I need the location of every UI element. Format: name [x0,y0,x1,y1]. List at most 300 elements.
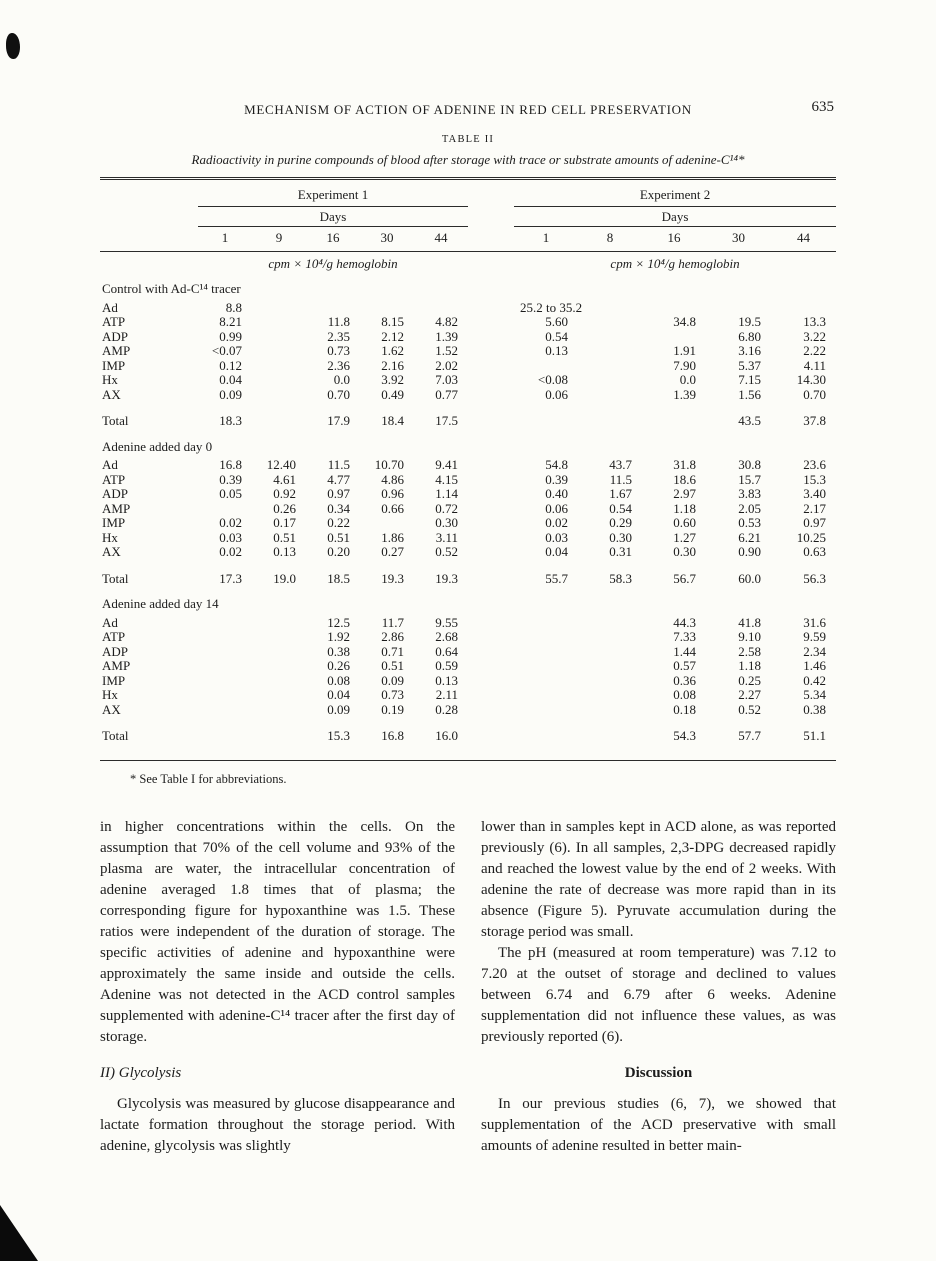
data-cell: 34.8 [673,314,697,329]
data-cell: 0.05 [219,486,242,501]
data-cell [578,659,642,674]
corner-cell [100,184,198,206]
column-gap [468,703,514,718]
data-cell: 15.7 [738,471,762,487]
data-cell: 0.08 [673,687,697,702]
page-number: 635 [811,99,834,115]
data-cell: 3.11 [435,529,459,545]
data-cell [252,645,306,660]
paragraph: lower than in samples kept in ACD alone, as was reported previously (6). In all samples, 2,3-DPG decreased rapidly and reached the lowest value by the end of 2 weeks. With adenine the rate of decrease was more rapid than in its absence (Figure 5). Pyruvate accumulation during the storage period was small. [481,818,836,940]
data-cell [198,645,252,660]
data-cell: 1.62 [381,343,404,358]
data-cell: 0.04 [545,544,569,559]
day-header: 30 [360,227,414,252]
data-cell: 0.28 [435,701,459,717]
data-cell [578,645,642,660]
data-cell: 31.6 [803,614,827,630]
data-cell: 54.3 [673,728,697,743]
running-head-title: MECHANISM OF ACTION OF ADENINE IN RED CELL PRESERVATION [244,102,692,117]
data-cell: 0.64 [435,643,459,659]
data-cell: 2.34 [803,643,827,659]
data-cell [252,717,306,746]
data-cell: 7.90 [673,357,697,373]
data-cell [578,630,642,645]
data-cell [771,301,836,316]
data-cell: 0.54 [545,328,569,344]
data-cell [578,315,642,330]
table-row [100,388,836,403]
table-body [100,184,836,746]
table-row [100,315,836,330]
data-cell [252,359,306,374]
data-cell [252,688,306,703]
data-cell [578,688,642,703]
data-cell: 7.33 [673,629,697,644]
data-cell [514,674,578,689]
data-cell: 0.38 [327,643,350,659]
data-cell: 0.02 [545,515,569,530]
table-row [100,344,836,359]
data-cell [578,301,642,316]
data-cell: 16.8 [219,457,242,472]
column-gap [468,301,514,316]
data-cell [252,373,306,388]
data-cell: 0.70 [327,386,350,402]
data-cell: 0.04 [327,687,350,702]
data-cell: 0.97 [803,515,827,530]
table-row [100,645,836,660]
data-cell: 13.3 [803,314,827,329]
data-cell [578,359,642,374]
data-cell [514,402,578,431]
data-cell: 4.77 [327,471,350,487]
data-cell: 0.52 [738,701,762,717]
data-cell [578,373,642,388]
data-cell: 3.16 [738,343,762,358]
row-label: ATP [102,629,126,644]
data-cell: 0.51 [327,529,350,545]
data-cell: 0.09 [381,672,404,688]
table-row [100,516,836,531]
experiment-2-header: Experiment 2 [514,184,836,206]
data-cell [252,388,306,403]
column-gap [468,344,514,359]
page [100,99,836,1157]
table-row [100,703,836,718]
data-cell: 11.8 [327,314,350,329]
data-cell [578,330,642,345]
data-cell: 0.0 [679,372,697,387]
data-cell: 4.15 [435,471,459,487]
column-gap [468,487,514,502]
data-cell [642,330,706,345]
table-row [100,717,836,746]
paragraph: The pH (measured at room temperature) was 7.12 to 7.20 at the outset of storage and declined to values between 6.74 and 6.79 after 6 weeks. Adenine supplementation did not influence these values, as was previously reported (6). [481,944,836,1045]
body-text [100,817,836,1157]
data-cell [252,402,306,431]
data-cell: 2.35 [327,328,350,344]
table-label: TABLE II [441,134,495,145]
data-cell: 0.09 [327,701,350,717]
data-cell: 6.80 [738,328,762,344]
data-cell [198,502,252,517]
data-cell: 0.13 [435,672,459,688]
data-cell: 0.60 [673,515,697,530]
data-cell: 2.27 [738,687,762,702]
column-gap [468,388,514,403]
units-label-exp1: cpm × 10⁴/g hemoglobin [268,255,398,271]
data-cell: 0.29 [609,515,633,530]
paragraph: in higher concentrations within the cells. On the assumption that 70% of the cell volume and 93% of the plasma are water, the intracellular concentration of adenine averaged 1.8 times that of plasma; the corresponding figure for hypoxanthine was 1.5. These ratios were independent of the duration of storage. The specific activities of adenine and hypoxanthine were approximately the same inside and outside the cells. Adenine was not detected in the ACD control samples supplemented with adenine-C¹⁴ tracer after the first day of storage. [100,818,455,1045]
data-cell: 60.0 [738,570,762,586]
data-cell: 3.40 [803,486,827,501]
data-cell: 0.27 [381,544,404,559]
row-label: Ad [102,614,118,630]
data-cell: 18.5 [327,570,350,586]
day-header: 8 [578,227,642,252]
day-header: 1 [514,227,578,252]
column-gap [468,560,514,589]
data-cell: 10.25 [796,529,827,545]
data-cell: 31.8 [673,457,697,472]
days-label-exp1: Days [198,206,468,227]
data-cell: 8.21 [219,314,242,329]
column-gap [468,315,514,330]
data-cell: 1.56 [738,386,762,402]
table-caption: Radioactivity in purine compounds of blood after storage with trace or substrate amounts of adenine-C¹⁴* [191,152,745,167]
data-cell: 0.30 [673,544,697,559]
data-cell: 4.82 [435,314,459,329]
data-cell: 0.54 [609,500,633,516]
data-cell: 0.20 [327,544,350,559]
data-cell [514,616,578,631]
row-label: Ad [102,299,118,315]
data-cell: 1.18 [738,658,762,673]
data-cell: 0.17 [273,515,296,530]
data-cell [642,301,706,316]
data-cell [252,344,306,359]
day-header: 16 [306,227,360,252]
data-cell [252,330,306,345]
data-cell: 10.70 [374,457,404,472]
data-cell: 1.14 [435,486,459,501]
data-cell: 57.7 [738,728,762,743]
data-cell [198,674,252,689]
table-footnote: * See Table I for abbreviations. [130,771,287,786]
row-label: ADP [102,486,129,501]
data-cell [514,717,578,746]
units-label-exp2: cpm × 10⁴/g hemoglobin [610,255,740,271]
data-cell [642,402,706,431]
table-row [100,330,836,345]
data-cell [252,630,306,645]
row-label: IMP [102,515,126,530]
data-cell: 0.02 [219,515,242,530]
data-cell: 9.59 [803,629,827,644]
column-gap [468,502,514,517]
data-cell: 51.1 [803,728,827,743]
data-cell [198,659,252,674]
data-cell: 2.11 [435,687,459,702]
data-cell [514,659,578,674]
data-cell: 0.26 [327,658,350,673]
data-cell: 0.26 [273,500,296,516]
data-cell [578,717,642,746]
section-header-row [100,431,836,459]
section-title: Adenine added day 14 [102,596,219,611]
data-cell [514,630,578,645]
row-label: ADP [102,643,129,659]
data-cell: 43.5 [738,413,762,428]
scan-artifact-corner [0,1205,38,1261]
row-label: Hx [102,687,118,702]
data-cell: 17.9 [327,413,350,428]
column-gap [468,545,514,560]
section-heading: Discussion [624,1064,693,1081]
column-gap [468,184,514,206]
data-cell: 2.17 [803,500,827,516]
data-cell: 7.15 [738,372,762,387]
day-header: 16 [642,227,706,252]
row-label: Hx [102,372,118,387]
data-cell: 2.58 [738,643,762,659]
data-cell: 12.40 [266,457,296,472]
row-label: Hx [102,529,118,545]
data-cell: 19.0 [273,570,296,586]
data-cell: 41.8 [738,614,762,630]
table-row [100,616,836,631]
row-label: AMP [102,500,131,516]
data-cell: 1.92 [327,629,350,644]
units-row [100,251,836,273]
data-cell [198,703,252,718]
data-cell: 1.44 [673,643,697,659]
column-gap [468,645,514,660]
data-cell: 56.7 [673,570,697,586]
column-gap [468,616,514,631]
data-cell: 5.37 [738,357,762,373]
column-gap [468,688,514,703]
data-cell: 9.10 [738,629,762,644]
row-label: IMP [102,357,126,373]
row-label: IMP [102,672,126,688]
data-cell: 6.21 [738,529,762,545]
day-header: 9 [252,227,306,252]
column-gap [468,402,514,431]
data-cell: 0.73 [327,343,350,358]
data-cell: 0.39 [219,471,242,487]
experiment-1-header: Experiment 1 [198,184,468,206]
data-cell: 0.77 [435,386,459,402]
row-label: AX [102,544,121,559]
data-cell [578,388,642,403]
data-cell: 2.36 [327,357,350,373]
data-cell: 0.73 [381,687,404,702]
data-cell [578,674,642,689]
data-cell: 14.30 [796,372,827,387]
table-bottom-rule [100,760,836,761]
experiment-header-row [100,184,836,206]
data-cell [252,315,306,330]
data-cell: 0.71 [381,643,404,659]
data-cell: 4.86 [381,471,404,487]
data-cell: 0.30 [435,515,459,530]
data-cell: 0.90 [738,544,762,559]
data-cell: 2.22 [803,343,827,358]
section-title: Adenine added day 0 [102,438,213,454]
data-cell: 0.13 [545,343,569,358]
data-cell [252,703,306,718]
data-cell: 0.36 [673,672,697,688]
data-cell [578,344,642,359]
table-row [100,674,836,689]
data-cell: 2.12 [381,328,404,344]
data-cell: 17.5 [435,413,459,428]
day-header: 30 [706,227,771,252]
section-header-row [100,588,836,616]
data-cell: 0.38 [803,701,827,717]
row-label: Total [102,728,129,743]
data-cell: 0.03 [219,529,242,545]
data-cell: 0.49 [381,386,404,402]
data-cell: 0.30 [609,529,633,545]
data-cell [306,301,360,316]
data-cell: 1.91 [673,343,697,358]
results-table [100,184,836,746]
column-gap [468,473,514,488]
column-gap [468,674,514,689]
data-cell [252,616,306,631]
data-cell: 2.02 [435,357,459,373]
data-cell: 37.8 [803,413,827,428]
data-cell: 15.3 [327,728,350,743]
row-label: AX [102,386,121,402]
data-cell: 0.34 [327,500,350,516]
table-row [100,502,836,517]
data-cell: <0.07 [211,343,242,358]
days-label-exp2: Days [514,206,836,227]
data-cell: 1.46 [803,658,827,673]
data-cell: 0.51 [381,658,404,673]
running-head [100,99,836,118]
data-cell: 0.57 [673,658,697,673]
data-cell [198,717,252,746]
data-cell: 23.6 [803,457,827,472]
data-cell: 0.08 [327,672,350,688]
day-numbers-row [100,227,836,252]
data-cell: 30.8 [738,457,762,472]
data-cell [360,301,414,316]
paragraph: Glycolysis was measured by glucose disappearance and lactate formation throughout the storage period. With adenine, glycolysis was slightly [100,1095,455,1154]
row-label: AMP [102,343,131,358]
data-cell: 0.02 [219,544,242,559]
data-cell [514,688,578,703]
data-cell: 11.7 [381,614,404,630]
data-cell: 0.09 [219,386,242,402]
data-cell [360,516,414,531]
section-header-row [100,273,836,301]
data-cell: 12.5 [327,614,350,630]
data-cell: 18.4 [381,413,404,428]
data-cell [578,703,642,718]
data-cell: 55.7 [545,570,569,586]
data-cell: 0.72 [435,500,459,516]
data-cell: 0.52 [435,544,459,559]
column-gap [468,458,514,473]
column-gap [468,516,514,531]
data-cell: 43.7 [609,457,633,472]
data-cell: 2.86 [381,629,404,644]
table-row [100,531,836,546]
table-row [100,473,836,488]
data-cell: 0.63 [803,544,827,559]
data-cell: 1.39 [673,386,697,402]
data-cell: 18.6 [673,471,697,487]
data-cell [514,645,578,660]
data-cell: 7.03 [435,372,459,387]
data-cell [578,616,642,631]
data-cell: 0.59 [435,658,459,673]
data-cell: 25.2 to 35.2 [520,299,583,315]
data-cell: 0.0 [333,372,350,387]
left-column [100,817,455,1157]
data-cell: 17.3 [219,570,242,586]
data-cell: 16.8 [381,728,404,743]
data-cell: 0.42 [803,672,827,688]
data-cell: 18.3 [219,413,242,428]
row-label: Total [102,413,129,428]
data-cell [252,301,306,316]
data-cell: 1.52 [435,343,459,358]
data-cell: 19.3 [381,570,404,586]
data-cell [514,703,578,718]
data-cell: 0.51 [273,529,296,545]
data-cell: 0.99 [219,328,242,344]
data-cell: 0.19 [381,701,404,717]
data-cell: 0.22 [327,515,350,530]
data-cell: 1.67 [609,486,633,501]
table-row [100,359,836,374]
row-label: ADP [102,328,129,344]
table-row [100,659,836,674]
row-label: Total [102,570,129,586]
data-cell: 1.18 [673,500,697,516]
column-gap [468,630,514,645]
row-label: AMP [102,658,131,673]
data-cell: 1.39 [435,328,459,344]
data-cell: 0.31 [609,544,633,559]
data-cell: 3.92 [381,372,404,387]
table-row [100,487,836,502]
data-cell: 3.22 [803,328,827,344]
data-cell: 0.18 [673,701,697,717]
paragraph: In our previous studies (6, 7), we showed that supplementation of the ACD preservative with small amounts of adenine resulted in better main- [481,1095,836,1154]
data-cell: 0.25 [738,672,762,688]
data-cell: 11.5 [327,457,350,472]
data-cell: 0.06 [545,500,569,516]
table-row [100,560,836,589]
table-row [100,630,836,645]
data-cell: 0.13 [273,544,296,559]
table-row [100,373,836,388]
data-cell: 2.68 [435,629,459,644]
data-cell: 4.61 [273,471,296,487]
data-cell: 0.39 [545,471,569,487]
data-cell: 0.92 [273,486,296,501]
day-header: 1 [198,227,252,252]
data-cell: 0.97 [327,486,350,501]
data-cell: 0.96 [381,486,404,501]
